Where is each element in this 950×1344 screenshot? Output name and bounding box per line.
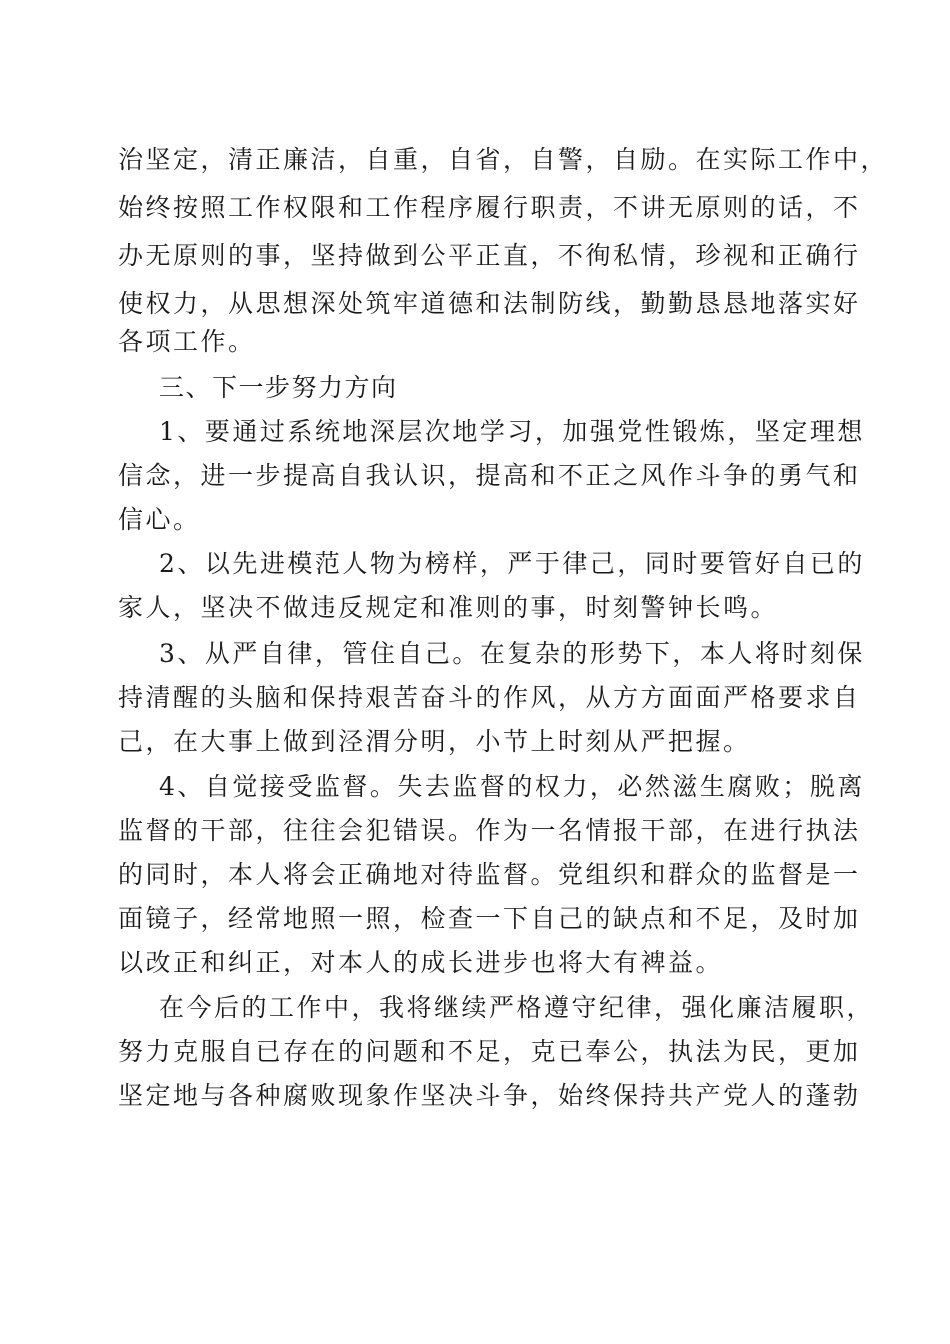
text-line: 2、以先进模范人物为榜样，严于律己，同时要管好自已的 bbox=[159, 549, 865, 578]
text-line: 监督的干部，往往会犯错误。作为一名情报干部，在进行执法 bbox=[118, 816, 861, 845]
text-line: 3、从严自律，管住自己。在复杂的形势下，本人将时刻保 bbox=[159, 639, 865, 668]
text-line: 在今后的工作中，我将继续严格遵守纪律，强化廉洁履职， bbox=[159, 993, 875, 1022]
text-line: 面镜子，经常地照一照，检查一下自己的缺点和不足，及时加 bbox=[118, 904, 861, 933]
text-line: 始终按照工作权限和工作程序履行职责，不讲无原则的话，不 bbox=[118, 193, 861, 222]
text-line: 的同时，本人将会正确地对待监督。党组织和群众的监督是一 bbox=[118, 860, 861, 889]
text-line: 坚定地与各种腐败现象作坚决斗争，始终保持共产党人的蓬勃 bbox=[118, 1081, 861, 1110]
text-line: 信心。 bbox=[118, 505, 201, 534]
text-line: 家人，坚决不做违反规定和准则的事，时刻警钟长鸣。 bbox=[118, 593, 779, 622]
text-line: 治坚定，清正廉洁，自重，自省，自警，自励。在实际工作中， bbox=[118, 145, 889, 174]
text-line: 努力克服自已存在的问题和不足，克已奉公，执法为民，更加 bbox=[118, 1037, 861, 1066]
text-line: 各项工作。 bbox=[118, 327, 256, 356]
text-line: 使权力，从思想深处筑牢道德和法制防线，勤勤恳恳地落实好 bbox=[118, 289, 861, 318]
text-line: 4、自觉接受监督。失去监督的权力，必然滋生腐败；脱离 bbox=[159, 772, 865, 801]
text-line: 以改正和纠正，对本人的成长进步也将大有裨益。 bbox=[118, 948, 724, 977]
section-heading: 三、下一步努力方向 bbox=[159, 373, 398, 402]
text-line: 1、要通过系统地深层次地学习，加强党性锻炼，坚定理想 bbox=[159, 417, 865, 446]
text-line: 信念，进一步提高自我认识，提高和不正之风作斗争的勇气和 bbox=[118, 461, 861, 490]
text-line: 己，在大事上做到泾渭分明，小节上时刻从严把握。 bbox=[118, 727, 751, 756]
text-line: 办无原则的事，坚持做到公平正直，不徇私情，珍视和正确行 bbox=[118, 241, 861, 270]
text-line: 持清醒的头脑和保持艰苦奋斗的作风，从方方面面严格要求自 bbox=[118, 683, 861, 712]
